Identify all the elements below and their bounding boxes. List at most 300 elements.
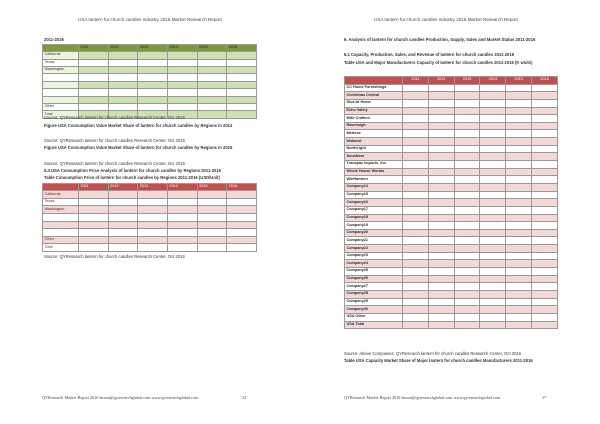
table-cell: [532, 115, 558, 123]
table-cell: [108, 89, 138, 96]
table-cell: [138, 244, 168, 252]
table-cell: [138, 96, 168, 103]
table-cell: [480, 145, 506, 153]
table-cell: [403, 191, 429, 199]
table-cell: [227, 81, 257, 88]
table-row: [43, 59, 257, 66]
table-cell: [403, 115, 429, 123]
table-cell: [480, 290, 506, 298]
table-cell: [480, 176, 506, 184]
table-row: [43, 81, 257, 88]
table-cell: [506, 183, 532, 191]
table-cell: [506, 176, 532, 184]
row-label: Texas: [43, 198, 79, 206]
table-cell: [532, 290, 558, 298]
row-label: Company28: [345, 290, 403, 298]
table-cell: [403, 161, 429, 169]
table-row: [43, 213, 257, 221]
table-cell: [108, 59, 138, 66]
table-cell: [506, 191, 532, 199]
table-cell: [197, 59, 227, 66]
table-cell: [428, 191, 454, 199]
table-cell: [138, 81, 168, 88]
table-cell: [428, 214, 454, 222]
table-cell: [454, 321, 480, 329]
table-cell: [454, 237, 480, 245]
table-cell: [138, 103, 168, 110]
year-header: 2011: [79, 45, 109, 52]
table-cell: [506, 245, 532, 253]
table-cell: [108, 103, 138, 110]
table-cell: [403, 252, 429, 260]
table-row: [43, 229, 257, 237]
year-header: 2011: [403, 77, 429, 85]
table-caption: 2011-2016: [44, 37, 64, 42]
row-label: Company25: [345, 268, 403, 276]
table-row: [43, 74, 257, 81]
table-cell: [138, 206, 168, 214]
table-cell: [454, 206, 480, 214]
table-cell: [480, 283, 506, 291]
table-cell: [403, 306, 429, 314]
table-cell: [108, 81, 138, 88]
table-cell: [480, 298, 506, 306]
table-header-row: [43, 184, 257, 191]
table-cell: [506, 92, 532, 100]
table-cell: [227, 236, 257, 244]
table-cell: [403, 130, 429, 138]
table-row: [345, 122, 558, 130]
table-cell: [532, 229, 558, 237]
table-row: [43, 66, 257, 73]
table-cell: [227, 191, 257, 199]
table-cell: [480, 122, 506, 130]
table-cell: [227, 206, 257, 214]
year-header: 2014: [480, 77, 506, 85]
table-cell: [454, 92, 480, 100]
table-cell: [532, 84, 558, 92]
table-cell: [532, 161, 558, 169]
table-cell: [428, 176, 454, 184]
page-footer: QYResearch Market Report 2016 hexun@qyresearchglobal.com www.qyresearchglobal.com: [42, 395, 199, 400]
row-label: NorthLight: [345, 145, 403, 153]
table-cell: [506, 222, 532, 230]
table-caption: Table Consumption Price of lantern for church candles by Regions 2011-2016 (USD/Unit): [44, 175, 220, 180]
table-cell: [79, 103, 109, 110]
row-label: [43, 96, 79, 103]
row-label: Company16: [345, 199, 403, 207]
table-cell: [454, 290, 480, 298]
table-cell: [403, 145, 429, 153]
table-cell: [167, 66, 197, 73]
table-caption: Table USA and Major Manufacturers Capacity of lantern for church candles 2011-2016 (K Units): [344, 60, 533, 65]
table-cell: [403, 245, 429, 253]
table-row: [43, 103, 257, 110]
row-label: Total: [43, 244, 79, 252]
table-row: [43, 221, 257, 229]
table-cell: [454, 107, 480, 115]
year-header: 2015: [506, 77, 532, 85]
table-cell: [167, 103, 197, 110]
table-cell: [428, 290, 454, 298]
table-cell: [532, 260, 558, 268]
table-cell: [197, 52, 227, 59]
table-cell: [454, 252, 480, 260]
table-cell: [227, 213, 257, 221]
table-cell: [532, 168, 558, 176]
table-cell: [138, 213, 168, 221]
table-cell: [403, 92, 429, 100]
table-cell: [480, 237, 506, 245]
row-label: Ravensigh: [345, 122, 403, 130]
table-cell: [480, 275, 506, 283]
table-cell: [79, 96, 109, 103]
table-cell: [532, 252, 558, 260]
table-cell: [197, 96, 227, 103]
table-cell: [480, 245, 506, 253]
table-cell: [197, 244, 227, 252]
table-caption: Table USA Capacity Market Share of Major lantern for church candles Manufacturers 2011-2016: [344, 358, 533, 363]
year-header: 2013: [138, 184, 168, 191]
table-cell: [227, 74, 257, 81]
table-cell: [532, 268, 558, 276]
table-cell: [428, 168, 454, 176]
row-label: [43, 89, 79, 96]
table-cell: [506, 275, 532, 283]
table-cell: [506, 168, 532, 176]
table-cell: [480, 252, 506, 260]
table-cell: [506, 138, 532, 146]
table-cell: [403, 206, 429, 214]
row-label: California: [43, 191, 79, 199]
table-cell: [480, 99, 506, 107]
table-cell: [79, 221, 109, 229]
table-cell: [403, 153, 429, 161]
table-cell: [532, 214, 558, 222]
table-cell: [138, 52, 168, 59]
table-row: [345, 176, 558, 184]
table-cell: [506, 252, 532, 260]
table-cell: [403, 321, 429, 329]
table-cell: [403, 107, 429, 115]
table-cell: [532, 145, 558, 153]
table-cell: [480, 138, 506, 146]
table-cell: [454, 306, 480, 314]
capacity-table: [344, 76, 558, 329]
table-cell: [197, 229, 227, 237]
table-cell: [227, 59, 257, 66]
table-cell: [532, 199, 558, 207]
table-cell: [79, 191, 109, 199]
row-label: Company22: [345, 245, 403, 253]
figure-caption: Figure USA Consumption Value Market Share of lantern for church candles by Regions in 2015: [44, 145, 233, 150]
table-row: [345, 283, 558, 291]
table-cell: [454, 122, 480, 130]
table-cell: [480, 229, 506, 237]
table-cell: [454, 275, 480, 283]
table-cell: [227, 229, 257, 237]
table-cell: [480, 107, 506, 115]
table-header-row: [345, 77, 558, 85]
table-cell: [532, 222, 558, 230]
table-row: [345, 290, 558, 298]
table-cell: [506, 130, 532, 138]
table-cell: [79, 206, 109, 214]
table-cell: [227, 96, 257, 103]
year-header: 2014: [167, 45, 197, 52]
row-label: Other: [43, 103, 79, 110]
table-cell: [506, 313, 532, 321]
table-cell: [532, 206, 558, 214]
table-cell: [506, 306, 532, 314]
table-cell: [403, 199, 429, 207]
table-cell: [403, 84, 429, 92]
table-row: [345, 168, 558, 176]
row-label: Company26: [345, 275, 403, 283]
row-label: SouaNear: [345, 153, 403, 161]
year-header: 2012: [108, 184, 138, 191]
table-cell: [79, 52, 109, 59]
table-cell: [197, 74, 227, 81]
table-cell: [428, 161, 454, 169]
row-label: [43, 213, 79, 221]
table-cell: [428, 145, 454, 153]
table-cell: [428, 321, 454, 329]
table-row: [345, 313, 558, 321]
table-cell: [454, 283, 480, 291]
row-label: Echo Valley: [345, 107, 403, 115]
table-cell: [454, 168, 480, 176]
table-row: [345, 206, 558, 214]
table-cell: [197, 66, 227, 73]
table-cell: [403, 313, 429, 321]
table-cell: [403, 222, 429, 230]
table-cell: [454, 84, 480, 92]
table-cell: [480, 313, 506, 321]
table-cell: [138, 74, 168, 81]
table-cell: [454, 161, 480, 169]
table-cell: [428, 183, 454, 191]
table-cell: [167, 74, 197, 81]
table-cell: [532, 153, 558, 161]
table-cell: [167, 89, 197, 96]
table-cell: [403, 183, 429, 191]
table-row: [345, 191, 558, 199]
table-cell: [227, 244, 257, 252]
table-cell: [108, 213, 138, 221]
source-note: Source: QYResearch lantern for church candles Research Center, Oct 2016: [44, 254, 185, 259]
table-cell: [197, 221, 227, 229]
row-label: [43, 81, 79, 88]
row-label: Company24: [345, 260, 403, 268]
table-cell: [197, 206, 227, 214]
row-label: Company20: [345, 229, 403, 237]
table-cell: [227, 52, 257, 59]
table-cell: [454, 313, 480, 321]
table-cell: [428, 153, 454, 161]
table-cell: [532, 237, 558, 245]
table-cell: [167, 191, 197, 199]
table-cell: [403, 122, 429, 130]
table-cell: [454, 115, 480, 123]
table-cell: [403, 260, 429, 268]
source-note: Source: Above Companies, QYResearch lantern for church candles Research Center, Oct 2016: [344, 351, 522, 356]
table-cell: [428, 138, 454, 146]
price-table: [42, 183, 257, 252]
table-cell: [428, 283, 454, 291]
table-cell: [403, 99, 429, 107]
table-cell: [454, 214, 480, 222]
table-cell: [506, 199, 532, 207]
table-cell: [532, 176, 558, 184]
row-label: Company23: [345, 252, 403, 260]
section-heading: 5.3 USA Consumption Price Analysis of lantern for church candles by Regions 2011-2016: [44, 168, 222, 173]
year-header: 2013: [454, 77, 480, 85]
row-label: Elite Crafters: [345, 115, 403, 123]
row-label: Company21: [345, 237, 403, 245]
table-row: [345, 107, 558, 115]
table-cell: [428, 229, 454, 237]
table-cell: [506, 298, 532, 306]
year-header: 2016: [227, 184, 257, 191]
table-cell: [506, 153, 532, 161]
table-cell: [480, 222, 506, 230]
table-cell: [428, 275, 454, 283]
table-row: [345, 214, 558, 222]
row-label: [43, 229, 79, 237]
table-header-row: [43, 45, 257, 52]
table-cell: [167, 206, 197, 214]
table-row: [345, 183, 558, 191]
table-cell: [480, 214, 506, 222]
table-cell: [480, 321, 506, 329]
table-cell: [428, 252, 454, 260]
row-label: Washington: [43, 206, 79, 214]
table-cell: [167, 59, 197, 66]
section-heading: 6. Analysis of lantern for church candles Production, Supply, Sales and Market Status 2011-2016: [344, 37, 536, 42]
table-cell: [506, 229, 532, 237]
table-cell: [227, 221, 257, 229]
row-label: Company17: [345, 206, 403, 214]
table-cell: [403, 283, 429, 291]
year-header: 2016: [532, 77, 558, 85]
table-cell: [167, 221, 197, 229]
table-cell: [532, 321, 558, 329]
table-cell: [197, 81, 227, 88]
page-footer: QYResearch Market Report 2016 hexun@qyresearchglobal.com www.qyresearchglobal.com: [344, 395, 501, 400]
table-cell: [480, 191, 506, 199]
table-cell: [197, 198, 227, 206]
table-cell: [79, 89, 109, 96]
table-row: [345, 260, 558, 268]
table-cell: [428, 92, 454, 100]
table-cell: [428, 268, 454, 276]
table-cell: [480, 130, 506, 138]
table-cell: [138, 66, 168, 73]
table-cell: [428, 306, 454, 314]
table-cell: [197, 89, 227, 96]
table-cell: [403, 237, 429, 245]
row-label: California: [43, 52, 79, 59]
year-header: 2015: [197, 184, 227, 191]
year-header: 2016: [227, 45, 257, 52]
table-cell: [480, 206, 506, 214]
table-cell: [428, 107, 454, 115]
table-cell: [167, 96, 197, 103]
table-cell: [108, 198, 138, 206]
table-cell: [532, 99, 558, 107]
page-header: USA lantern for church candles Industry 2016 Market Research Report: [374, 17, 518, 22]
year-header: 2012: [428, 77, 454, 85]
table-cell: [506, 145, 532, 153]
table-cell: [403, 268, 429, 276]
table-row: [345, 153, 558, 161]
table-row: [43, 96, 257, 103]
table-cell: [428, 222, 454, 230]
table-row: [345, 321, 558, 329]
table-cell: [480, 268, 506, 276]
table-cell: [403, 298, 429, 306]
table-cell: [79, 236, 109, 244]
table-cell: [454, 245, 480, 253]
row-label: WinHantern: [345, 176, 403, 184]
table-row: [345, 229, 558, 237]
table-cell: [454, 229, 480, 237]
table-cell: [506, 268, 532, 276]
table-cell: [532, 191, 558, 199]
table-cell: [167, 198, 197, 206]
page-number: 17: [542, 395, 547, 400]
table-cell: [428, 298, 454, 306]
row-label: Total: [43, 111, 79, 118]
table-cell: [532, 92, 558, 100]
table-cell: [403, 214, 429, 222]
table-row: [345, 222, 558, 230]
table-cell: [532, 122, 558, 130]
table-cell: [532, 130, 558, 138]
page-number: 32: [242, 395, 247, 400]
table-cell: [138, 236, 168, 244]
year-header: 2013: [138, 45, 168, 52]
table-cell: [506, 206, 532, 214]
year-header: 2015: [197, 45, 227, 52]
table-cell: [506, 99, 532, 107]
table-cell: [79, 229, 109, 237]
table-cell: [167, 213, 197, 221]
table-cell: [108, 221, 138, 229]
table-cell: [227, 111, 257, 118]
table-cell: [506, 214, 532, 222]
regional-table: [42, 44, 257, 119]
table-cell: [428, 115, 454, 123]
table-cell: [532, 138, 558, 146]
table-cell: [454, 130, 480, 138]
table-cell: [138, 221, 168, 229]
page-header: USA lantern for church candles Industry 2016 Market Research Report: [78, 17, 222, 22]
table-cell: [403, 229, 429, 237]
table-cell: [108, 191, 138, 199]
table-cell: [79, 244, 109, 252]
table-row: [345, 138, 558, 146]
figure-caption: Figure USA Consumption Value Market Share of lantern for church candles by Regions in 2014: [44, 123, 233, 128]
table-row: [345, 306, 558, 314]
header-corner: [43, 45, 79, 52]
table-cell: [480, 92, 506, 100]
table-cell: [79, 81, 109, 88]
table-cell: [79, 74, 109, 81]
table-row: [345, 252, 558, 260]
table-cell: [428, 122, 454, 130]
